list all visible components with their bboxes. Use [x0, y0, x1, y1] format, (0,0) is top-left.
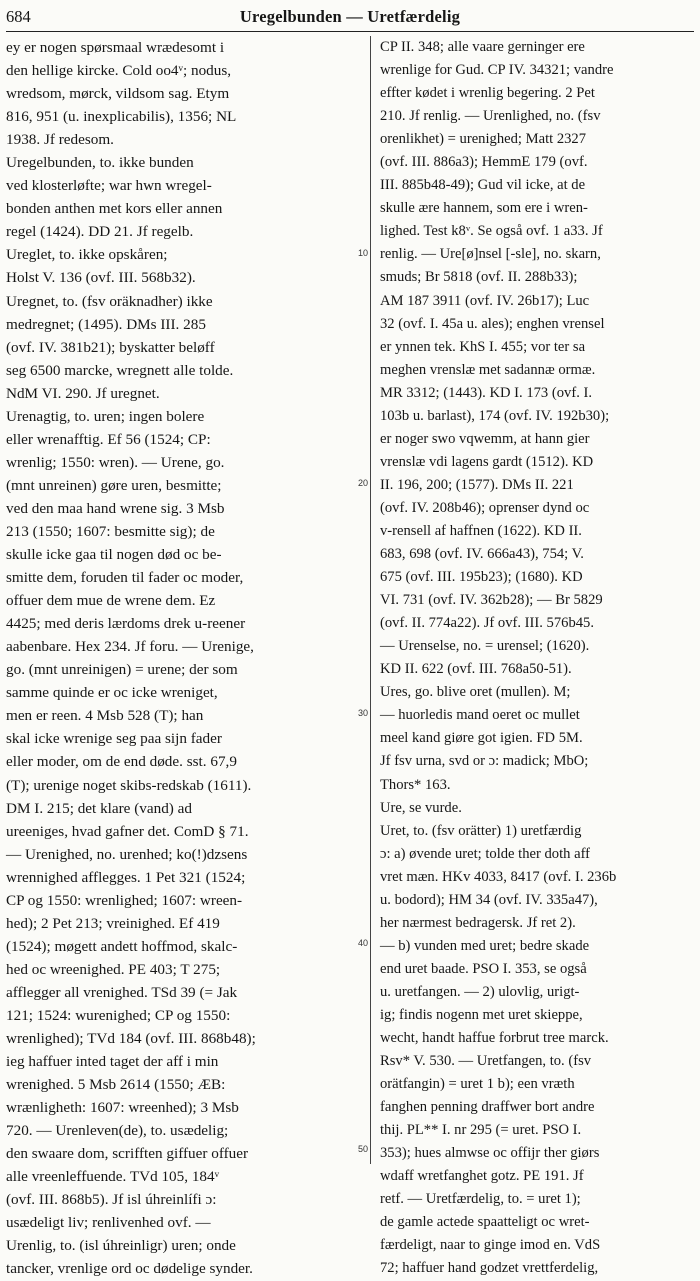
text-line: wrenlighed); TVd 184 (ovf. III. 868b48); [6, 1030, 256, 1048]
line-marker: 40 [358, 938, 369, 948]
text-line: wrenlig; 1550: wren). — Urene, go. [6, 453, 225, 471]
text-line: (1524); møgett andett hoffmod, skalc- [6, 937, 238, 955]
text-line: 675 (ovf. III. 195b23); (1680). KD [380, 569, 583, 586]
text-line: medregnet; (1495). DMs III. 285 [6, 315, 206, 333]
text-line: wdaff wretfanghet gotz. PE 191. Jf [380, 1168, 584, 1185]
text-line: renlig. — Ure[ø]nsel [-sle], no. skarn, [380, 246, 601, 263]
text-line: vret mæn. HKv 4033, 8417 (ovf. I. 236b [380, 868, 617, 885]
text-line: ved klosterløfte; war hwn wregel- [6, 177, 212, 195]
text-line: (T); urenige noget skibs-redskab (1611). [6, 776, 252, 794]
text-line: 1938. Jf redesom. [6, 131, 114, 149]
text-line: — huorledis mand oeret oc mullet [380, 707, 580, 724]
text-line: 213 (1550; 1607: besmitte sig); de [6, 522, 215, 540]
text-line: v-rensell af haffnen (1622). KD II. [380, 522, 582, 539]
text-line: skulle icke gaa til nogen død oc be- [6, 546, 222, 564]
text-line: meel kand giøre got igien. FD 5M. [380, 730, 583, 747]
text-line: bonden anthen met kors eller annen [6, 200, 223, 218]
text-line: — Urenighed, no. urenhed; ko(!)dzsens [6, 845, 248, 863]
text-line: orenlikhet) = urenighed; Matt 2327 [380, 131, 587, 148]
text-line: offuer dem mue de wrene dem. Ez [6, 592, 216, 610]
text-line: Uregelbunden, to. ikke bunden [6, 154, 194, 172]
text-line: Uret, to. (fsv orätter) 1) uretfærdig [380, 822, 582, 839]
right-column [380, 36, 698, 1277]
text-line: alle vreenleffuende. TVd 105, 184ᵛ [6, 1168, 220, 1186]
text-line: Ureglet, to. ikke opskåren; [6, 246, 168, 264]
text-line: eller moder, om de end døde. sst. 67,9 [6, 753, 237, 771]
text-line: orätfangin) = uret 1 b); een vræth [380, 1076, 575, 1093]
text-line: skulle ære hannem, som ere i wren- [380, 200, 588, 217]
text-line: 103b u. barlast), 174 (ovf. IV. 192b30); [380, 407, 610, 424]
text-line: vrenslæ vdi lagens gardt (1512). KD [380, 453, 594, 470]
text-line: ved den maa hand wrene sig. 3 Msb [6, 499, 225, 517]
text-line: ey er nogen spørsmaal wrædesomt i [6, 39, 225, 56]
text-line: er ynnen tek. KhS I. 455; vor ter sa [380, 338, 586, 355]
text-line: effter kødet i wrenlig begering. 2 Pet [380, 85, 595, 102]
text-line: eller wrenafftig. Ef 56 (1524; CP: [6, 430, 211, 448]
text-line: 121; 1524: wurenighed; CP og 1550: [6, 1006, 231, 1024]
running-header [6, 4, 694, 30]
text-line: NdM VI. 290. Jf uregnet. [6, 384, 160, 402]
text-line: Ures, go. blive oret (mullen). M; [380, 684, 571, 701]
line-marker: 30 [358, 708, 369, 718]
text-line: 720. — Urenleven(de), to. usædelig; [6, 1122, 229, 1140]
text-line: 210. Jf renlig. — Urenlighed, no. (fsv [380, 108, 601, 125]
text-line: (ovf. IV. 208b46); oprenser dynd oc [380, 499, 590, 516]
text-line: retf. — Uretfærdelig, to. = uret 1); [380, 1191, 581, 1208]
column-divider [370, 36, 371, 1164]
text-line: 32 (ovf. I. 45a u. ales); enghen vrensel [380, 315, 605, 332]
text-line: Holst V. 136 (ovf. III. 568b32). [6, 269, 196, 287]
text-line: u. bodord); HM 34 (ovf. IV. 335a47), [380, 891, 598, 908]
text-line: (ovf. III. 886a3); HemmE 179 (ovf. [380, 154, 588, 171]
text-line: (mnt unreinen) gøre uren, besmitte; [6, 476, 222, 494]
line-marker: 50 [358, 1144, 369, 1154]
text-line: — b) vunden med uret; bedre skade [380, 937, 590, 954]
text-line: u. uretfangen. — 2) ulovlig, urigt- [380, 983, 580, 1000]
text-line: færdeligt, naar to ginge imod en. VdS [380, 1237, 601, 1254]
text-line: wrenlige for Gud. CP IV. 34321; vandre [380, 62, 614, 79]
text-line: wrenighed. 5 Msb 2614 (1550; ÆB: [6, 1076, 226, 1094]
left-column [6, 36, 352, 1278]
text-line: KD II. 622 (ovf. III. 768a50-51). [380, 661, 572, 678]
text-line: 683, 698 (ovf. IV. 666a43), 754; V. [380, 546, 584, 563]
text-line: ig; findis nogenn met uret skieppe, [380, 1006, 583, 1023]
text-line: smuds; Br 5818 (ovf. II. 288b33); [380, 269, 578, 286]
text-line: 4425; med deris lærdoms drek u-reener [6, 615, 246, 633]
text-line: end uret baade. PSO I. 353, se også [380, 960, 587, 977]
text-line: fanghen penning draffwer bort andre [380, 1099, 595, 1116]
text-line: her nærmest bedragersk. Jf ret 2). [380, 914, 576, 931]
text-line: 353); hues almwse oc offijr ther giørs [380, 1145, 600, 1162]
text-line: wecht, handt haffue forbrut tree marck. [380, 1030, 609, 1047]
text-line: Thors* 163. [380, 776, 451, 793]
text-line: Ure, se vurde. [380, 799, 462, 816]
line-marker: 10 [358, 248, 369, 258]
text-line: Urenlig, to. (isl úhreinligr) uren; onde [6, 1237, 236, 1255]
text-line: meghen vrenslæ met sadannæ ormæ. [380, 361, 596, 378]
text-line: ureeniges, hvad gafner det. ComD § 71. [6, 822, 249, 840]
text-line: CP II. 348; alle vaare gerninger ere [380, 39, 585, 55]
text-line: wrænligheth: 1607: wreenhed); 3 Msb [6, 1099, 239, 1117]
text-line: wrennighed afflegges. 1 Pet 321 (1524; [6, 868, 246, 886]
text-line: smitte dem, foruden til fader oc moder, [6, 569, 244, 587]
text-line: Jf fsv urna, svd or ɔ: madick; MbO; [380, 753, 589, 770]
text-line: — Urenselse, no. = urensel; (1620). [380, 638, 590, 655]
text-line: tancker, vrenlige ord oc dødelige synder. [6, 1260, 253, 1278]
text-line: ieg haffuer inted taget der aff i min [6, 1053, 219, 1071]
running-title: Uregelbunden — Uretfærdelig [239, 7, 461, 26]
text-line: hed); 2 Pet 213; vreinighed. Ef 419 [6, 914, 220, 932]
text-line: usædeligt liv; renlivenhed ovf. — [6, 1214, 211, 1232]
text-line: samme quinde er oc icke wreniget, [6, 684, 218, 702]
text-line: 72; haffuer hand godzet vrettferdelig, [380, 1260, 599, 1277]
text-line: den hellige kircke. Cold oo4ᵛ; nodus, [6, 62, 232, 80]
text-line: 816, 951 (u. inexplicabilis), 1356; NL [6, 108, 237, 126]
text-line: AM 187 3911 (ovf. IV. 26b17); Luc [380, 292, 590, 309]
text-line: er noger swo vqwemm, at hann gier [380, 430, 590, 447]
text-line: skal icke wrenige seg paa sijn fader [6, 730, 222, 748]
text-line: men er reen. 4 Msb 528 (T); han [6, 707, 204, 725]
text-line: thij. PL** I. nr 295 (= uret. PSO I. [380, 1122, 582, 1139]
text-line: den swaare dom, scrifften giffuer offuer [6, 1145, 249, 1163]
text-line: Rsv* V. 530. — Uretfangen, to. (fsv [380, 1053, 592, 1070]
text-line: go. (mnt unreinigen) = urene; der som [6, 661, 238, 679]
text-line: CP og 1550: wrenlighed; 1607: wreen- [6, 891, 243, 909]
text-line: ɔ: a) øvende uret; tolde ther doth aff [380, 845, 591, 862]
text-line: (ovf. III. 868b5). Jf isl úhreinlífi ɔ: [6, 1191, 217, 1209]
text-line: III. 885b48-49); Gud vil icke, at de [380, 177, 586, 194]
text-line: afflegger all vrenighed. TSd 39 (= Jak [6, 983, 238, 1001]
text-line: de gamle actede spaatteligt oc wret- [380, 1214, 590, 1231]
text-line: lighed. Test k8ᵛ. Se også ovf. 1 a33. Jf [380, 223, 603, 240]
text-line: seg 6500 marcke, wregnett alle tolde. [6, 361, 234, 379]
page-number: 684 [6, 7, 31, 26]
text-line: Urenagtig, to. uren; ingen bolere [6, 407, 205, 425]
text-line: aabenbare. Hex 234. Jf foru. — Urenige, [6, 638, 254, 656]
line-marker: 20 [358, 478, 369, 488]
text-line: (ovf. II. 774a22). Jf ovf. III. 576b45. [380, 615, 594, 632]
text-line: Uregnet, to. (fsv oräknadher) ikke [6, 292, 213, 310]
text-line: wredsom, mørck, vildsom sag. Etym [6, 85, 230, 103]
text-line: II. 196, 200; (1577). DMs II. 221 [380, 476, 574, 493]
text-line: DM I. 215; det klare (vand) ad [6, 799, 192, 817]
text-line: VI. 731 (ovf. IV. 362b28); — Br 5829 [380, 592, 603, 609]
text-line: (ovf. IV. 381b21); byskatter beløff [6, 338, 215, 356]
header-rule [6, 31, 694, 32]
text-line: MR 3312; (1443). KD I. 173 (ovf. I. [380, 384, 592, 401]
text-line: regel (1424). DD 21. Jf regelb. [6, 223, 194, 241]
text-line: hed oc wreenighed. PE 403; T 275; [6, 960, 221, 978]
